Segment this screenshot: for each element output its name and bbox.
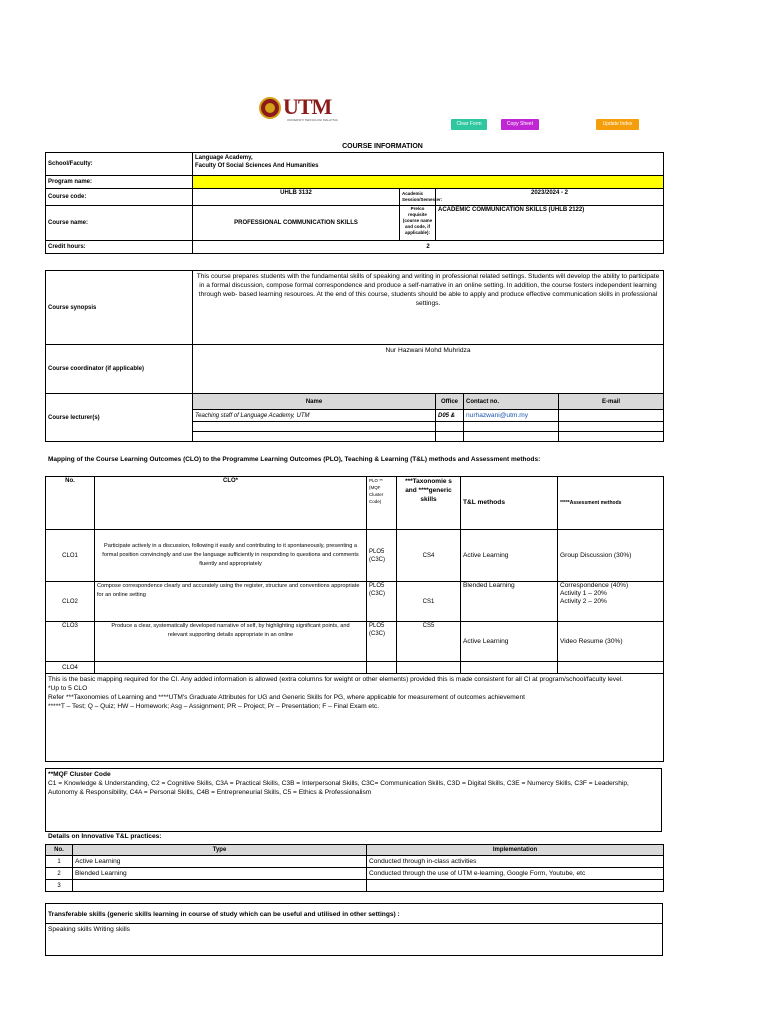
clo-no: CLO1 xyxy=(46,530,95,582)
innovative-header-no: No. xyxy=(46,845,73,856)
school-label: School/Faculty: xyxy=(46,153,193,176)
clo-assess: Video Resume (30%) xyxy=(558,622,664,662)
transferable-title: Transferable skills (generic skills learning in course of study which can be useful and utilised in other settings) : xyxy=(46,904,662,924)
innovative-impl: Conducted through the use of UTM e-learning, Google Form, Youtube, etc xyxy=(367,868,664,880)
credit-value: 2 xyxy=(193,241,664,254)
update-index-button[interactable]: Update Index xyxy=(596,119,639,130)
clo-no: CLO3 xyxy=(46,622,95,662)
lecturer-header-name: Name xyxy=(193,394,436,410)
clo-assess: Group Discussion (30%) xyxy=(558,530,664,582)
innovative-impl xyxy=(367,880,664,892)
clo-text: Participate actively in a discussion, following it easily and contributing to it spontaneously, presenting a formal position convincingly and use the language sufficiently in responding to questions and comments fluently and appropriately xyxy=(95,530,367,582)
session-label: Academic Session/Semester: xyxy=(400,189,436,206)
course-info-title: COURSE INFORMATION xyxy=(342,143,423,150)
lecturer-header-contact: Contact no. xyxy=(464,394,559,410)
clo-plo: PLO5 (C3C) xyxy=(367,622,397,662)
program-field[interactable] xyxy=(193,176,664,189)
lecturer-header-email: E-mail xyxy=(559,394,664,410)
coordinator-name: Nur Hazwani Mohd Muhridza xyxy=(193,345,664,394)
course-name-value: PROFESSIONAL COMMUNICATION SKILLS xyxy=(193,206,400,241)
mapping-header-tl: T&L methods xyxy=(461,477,558,530)
lecturer-email xyxy=(559,410,664,422)
utm-logo: UTM UNIVERSITI TEKNOLOGI MALAYSIA xyxy=(259,97,339,123)
clo-tl: Active Learning xyxy=(461,622,558,662)
mqf-title: **MQF Cluster Code xyxy=(48,771,111,778)
innovative-table xyxy=(45,844,664,892)
clo-text: Compose correspondence clearly and accurately using the register, structure and conventions appropriate for an online setting xyxy=(95,582,367,622)
coordinator-label: Course coordinator (if applicable) xyxy=(46,345,193,394)
clear-form-button[interactable]: Clear Form xyxy=(451,119,487,130)
mqf-text: C1 = Knowledge & Understanding, C2 = Cognitive Skills, C3A = Practical Skills, C3B = Interpersonal Skills, C3C= Communication Skills, C3D = Digital Skills, C3E = Numercy Skills, C3F = Leadership, Autonomy & Responsibility, C4A = Personal Skills, C4B = Entrepreneurial Skills, C5 = Ethics & Professionalism xyxy=(48,780,629,796)
credit-label: Credit hours: xyxy=(46,241,193,254)
prereq-value: ACADEMIC COMMUNICATION SKILLS (UHLB 2122) xyxy=(436,206,664,241)
synopsis-table xyxy=(45,270,664,442)
mapping-title: Mapping of the Course Learning Outcomes (CLO) to the Programme Learning Outcomes (PLO), Teaching & Learning (T&L) methods and Assessment methods: xyxy=(48,456,541,463)
synopsis-text: This course prepares students with the fundamental skills of speaking and writing in professional related settings. Students will develop the ability to participate in a formal discussion, compose formal correspondence and produce a self-narrative in an online setting. In addition, the course fosters independent learning through web- based learning resources. At the end of this course, students should be able to apply and produce effective communication skills in professional settings. xyxy=(193,271,664,345)
innovative-header-type: Type xyxy=(73,845,367,856)
innovative-no: 1 xyxy=(46,856,73,868)
innovative-no: 3 xyxy=(46,880,73,892)
innovative-type: Active Learning xyxy=(73,856,367,868)
clo-tl: Active Learning xyxy=(461,530,558,582)
course-name-label: Course name: xyxy=(46,206,193,241)
prereq-label: Pre/co requisite (course name and code, if applicable): xyxy=(400,206,436,241)
code-value: UHLB 3132 xyxy=(193,189,400,206)
lecturer-office: D05 & xyxy=(436,410,464,422)
code-label: Course code: xyxy=(46,189,193,206)
clo-tl: Blended Learning xyxy=(461,582,558,622)
lecturer-header-office: Office xyxy=(436,394,464,410)
clo-tax: CS4 xyxy=(397,530,461,582)
program-label: Program name: xyxy=(46,176,193,189)
clo-no: CLO4 xyxy=(46,662,95,674)
innovative-impl: Conducted through in-class activities xyxy=(367,856,664,868)
lecturer-name: Teaching staff of Language Academy, UTM xyxy=(193,410,436,422)
course-info-table xyxy=(45,152,664,254)
clo-text: Produce a clear, systematically developed narrative of self, by highlighting significant points, and relevant supporting details appropriate in an online xyxy=(95,622,367,662)
mqf-box xyxy=(45,768,662,832)
lecturer-label: Course lecturer(s) xyxy=(46,394,193,442)
mapping-header-clo: CLO* xyxy=(95,477,367,530)
school-value: Language Academy, Faculty Of Social Sciences And Humanities xyxy=(193,153,664,176)
innovative-type xyxy=(73,880,367,892)
synopsis-label: Course synopsis xyxy=(46,271,193,345)
innovative-type: Blended Learning xyxy=(73,868,367,880)
mapping-header-plo: PLO **(MQF Cluster Code) xyxy=(367,477,397,530)
lecturer-email-link[interactable]: nurhazwani@utm.my xyxy=(464,410,559,422)
clo-mapping-table xyxy=(45,476,664,762)
mapping-header-assess: *****Assessment methods xyxy=(558,477,664,530)
copy-sheet-button[interactable]: Copy Sheet xyxy=(501,119,539,130)
session-value: 2023/2024 - 2 xyxy=(436,189,664,206)
clo-plo: PLO5 (C3C) xyxy=(367,582,397,622)
clo-plo: PLO5 (C3C) xyxy=(367,530,397,582)
mapping-notes: This is the basic mapping required for the CI. Any added information is allowed (extra columns for weight or other elements) provided this is made consistent for all CI at program/school/faculty level. *Up to 5 CLO Refer ***Taxonomies of Learning and ****UTM's Graduate Attributes for UG and Generic Skills for PG, where applicable for measurement of outcomes achievement *****T – Test; Q – Quiz; HW – Homework; Asg – Assignment; PR – Project; Pr – Presentation; F – Final Exam etc. xyxy=(46,674,664,762)
transferable-text: Speaking skills Writing skills xyxy=(48,926,130,933)
clo-no: CLO2 xyxy=(46,582,95,622)
clo-assess: Correspondence (40%) Activity 1 – 20% Activity 2 – 20% xyxy=(558,582,664,622)
crest-icon xyxy=(259,97,281,119)
mapping-header-no: No. xyxy=(46,477,95,530)
clo-tax: CS5 xyxy=(397,622,461,662)
innovative-header-impl: Implementation xyxy=(367,845,664,856)
mapping-header-tax: ***Taxonomie s and ****generic skills xyxy=(397,477,461,530)
clo-tax: CS1 xyxy=(397,582,461,622)
transferable-box xyxy=(45,903,663,956)
innovative-no: 2 xyxy=(46,868,73,880)
innovative-title: Details on Innovative T&L practices: xyxy=(48,833,162,840)
